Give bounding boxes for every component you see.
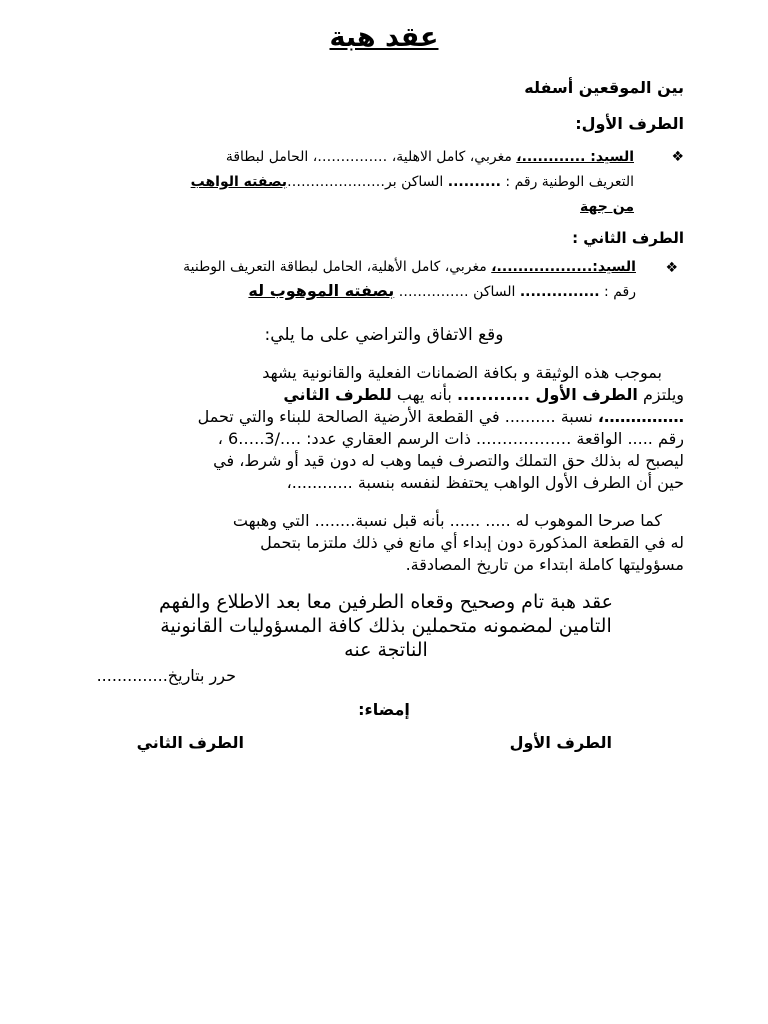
- party2-bold-ref: للطرف الثاني: [283, 385, 392, 404]
- signature-party2: الطرف الثاني: [136, 733, 244, 752]
- party1-bullet-icon: ❖: [671, 149, 684, 165]
- date-line: حرر بتاريخ..............: [96, 666, 236, 685]
- party1-id-label: التعريف الوطنية رقم :: [500, 174, 634, 190]
- closing-line1: عقد هبة تام وصحيح وقعاه الطرفين معا بعد الاطلاع والفهم: [159, 591, 613, 613]
- party2-bullet-icon: ❖: [665, 260, 678, 276]
- party1-heading: الطرف الأول:: [575, 114, 684, 133]
- party1-id-number: ..........: [447, 174, 501, 190]
- party2-id-number: ...............: [519, 284, 600, 300]
- party2-heading: الطرف الثاني :: [572, 229, 684, 247]
- para1-line2-c: بأنه يهب: [391, 385, 457, 404]
- party2-line2: [16, 279, 636, 304]
- para1-line5: ليصبح له بذلك حق التملك والتصرف فيما وهب له دون قيد أو شرط، في: [213, 451, 684, 470]
- donation-paragraph: [64, 362, 684, 494]
- party2-role: بصفته الموهوب له: [248, 281, 395, 300]
- party2-line1-text: مغربي، كامل الأهلية، الحامل لبطاقة التعريف الوطنية: [183, 259, 492, 275]
- para1-line2: [64, 384, 684, 406]
- party1-name-label: السيد: ............،: [516, 149, 634, 165]
- signature-party1: الطرف الأول: [509, 733, 612, 752]
- party2-address: الساكن ……………: [394, 284, 520, 300]
- agreement-statement: وقع الاتفاق والتراضي على ما يلي:: [264, 325, 504, 345]
- document-title: عقد هبة: [329, 22, 439, 53]
- para1-line1: بموجب هذه الوثيقة و بكافة الضمانات الفعلية والقانونية يشهد: [262, 363, 662, 382]
- para1-line6: حين أن الطرف الأول الواهب يحتفظ لنفسه بنسبة ............،: [286, 473, 684, 492]
- party2-name-label: السيد:..................،: [491, 259, 636, 275]
- para2-line1: كما صرحا الموهوب له ..... ...... بأنه قبل نسبة........ التي وهبهت: [232, 511, 662, 530]
- between-parties-heading: بين الموقعين أسفله: [524, 78, 684, 97]
- para2-line3: مسؤوليتها كاملة ابتداء من تاريخ المصادقة.: [405, 555, 684, 574]
- party2-id-label: رقم :: [599, 284, 636, 300]
- signature-heading: إمضاء:: [358, 700, 410, 719]
- closing-statement: [80, 590, 692, 662]
- party2-line1: [16, 256, 636, 279]
- party1-address: الساكن بر…………………: [287, 174, 448, 190]
- party1-bold-ref: الطرف الأول ............: [456, 385, 638, 404]
- party1-line1: [74, 145, 634, 170]
- para1-line3: [64, 406, 684, 428]
- party1-side: من جهة: [580, 199, 634, 215]
- para1-line2-a: ويلتزم: [637, 385, 684, 404]
- party1-line1-text: مغربي، كامل الاهلية، ……………، الحامل لبطاقة: [225, 149, 517, 165]
- closing-line2: التامين لمضمونه متحملين بذلك كافة المسؤوليات القانونية: [160, 615, 612, 637]
- party1-line2: [74, 170, 634, 195]
- para1-line3-a: ……………،: [597, 407, 684, 426]
- acceptance-paragraph: [64, 510, 684, 576]
- party1-role: بصفته الواهب: [190, 174, 288, 190]
- party2-details: [16, 256, 636, 304]
- closing-line3: الناتجة عنه: [344, 639, 428, 661]
- para1-line3-b: نسبة .......... في القطعة الأرضية الصالحة للبناء والتي تحمل: [197, 407, 598, 426]
- para2-line2: له في القطعة المذكورة دون إبداء أي مانع في ذلك ملتزما بتحمل: [260, 533, 684, 552]
- party1-details: [74, 145, 634, 220]
- para1-line4: رقم ..... الواقعة ……………... ذات الرسم العقاري عدد: …./3.….6 ،: [217, 429, 684, 448]
